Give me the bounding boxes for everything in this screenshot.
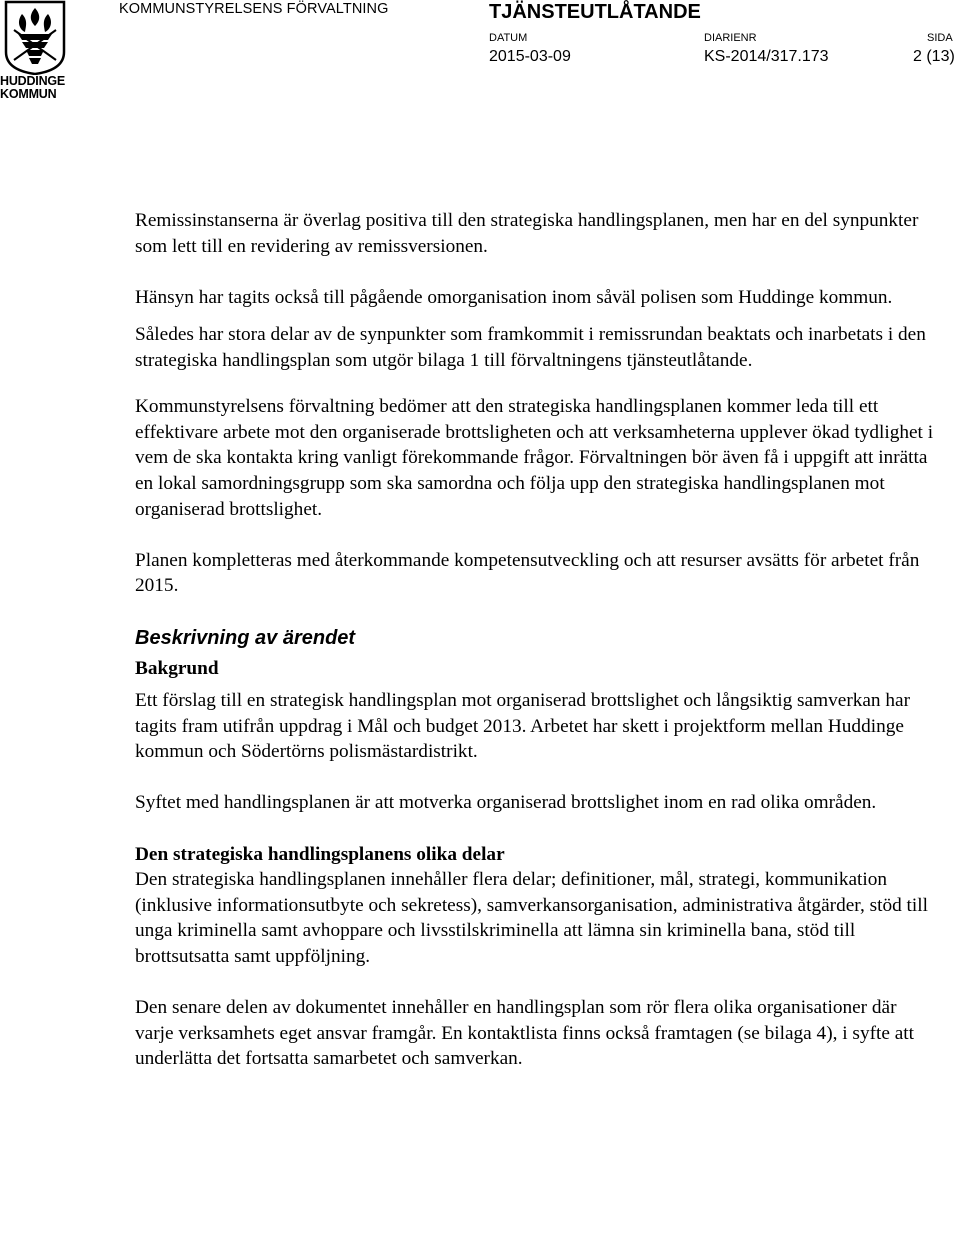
- logo-text-line2: KOMMUN: [0, 87, 57, 101]
- page-label: SIDA: [927, 32, 953, 44]
- organization-name: KOMMUNSTYRELSENS FÖRVALTNING: [119, 1, 389, 17]
- paragraph: Ett förslag till en strategisk handlingsplan mot organiserad brottslighet och långsiktig samverkan har tagits fram utifrån uppdrag i Mål och budget 2013. Arbetet har skett i projektform mellan Huddinge kommun och Södertörns polismästardistrikt.: [135, 690, 911, 763]
- paragraph: Planen kompletteras med återkommande kompetensutveckling och att resurser avsätts för arbetet från 2015.: [135, 549, 920, 597]
- huddinge-logo: [0, 0, 72, 110]
- section-title: Beskrivning av ärendet: [135, 626, 356, 649]
- document-body: [135, 208, 935, 1072]
- date-value: 2015-03-09: [489, 48, 571, 65]
- flame-crest-icon: [4, 0, 66, 75]
- subheading: Den strategiska handlingsplanens olika delar: [135, 843, 505, 865]
- paragraph: Syftet med handlingsplanen är att motverka organiserad brottslighet inom en rad olika områden.: [135, 792, 877, 814]
- subheading: Bakgrund: [135, 657, 219, 679]
- diary-number-label: DIARIENR: [704, 32, 757, 44]
- paragraph: Således har stora delar av de synpunkter som framkommit i remissrundan beaktats och inarbetats i den strategiska handlingsplan som utgör bilaga 1 till förvaltningens tjänsteutlåtande.: [135, 324, 926, 371]
- diary-number-value: KS-2014/317.173: [704, 48, 829, 65]
- subsection: [135, 842, 935, 970]
- paragraph: Den senare delen av dokumentet innehåller en handlingsplan som rör flera olika organisationer där varje verksamhets eget ansvar framgår. En kontaktlista finns också framtagen (se bilaga 4), i syfte att underlätta det fortsatta samarbetet och samverkan.: [135, 997, 915, 1070]
- date-label: DATUM: [489, 32, 528, 44]
- document-type: TJÄNSTEUTLÅTANDE: [489, 1, 701, 23]
- paragraph: Den strategiska handlingsplanen innehåller flera delar; definitioner, mål, strategi, kommunikation (inklusive informationsutbyte och sekretess), samverkansorganisation, administrativa åtgärder, stöd till unga kriminella samt avhoppare och livsstilskriminella att lämna sin kriminella bana, stöd till brottsutsatta samt uppföljning.: [135, 869, 928, 968]
- logo-text-line1: HUDDINGE: [0, 74, 66, 88]
- paragraph: Hänsyn har tagits också till pågående omorganisation inom såväl polisen som Huddinge kommun.: [135, 286, 893, 308]
- paragraph: Kommunstyrelsens förvaltning bedömer att den strategiska handlingsplanen kommer leda till ett effektivare arbete mot den organiserade brottsligheten och att verksamheterna upplever ökad tydlighet i vem de ska kontakta kring vanligt förekommande frågor. Förvaltningen bör även få i uppgift att inrätta en lokal samordningsgrupp som ska samordna och följa upp den strategiska handlingsplanen mot organiserad brottslighet.: [135, 396, 934, 520]
- paragraph: Remissinstanserna är överlag positiva till den strategiska handlingsplanen, men har en del synpunkter som lett till en revidering av remissversionen.: [135, 210, 919, 257]
- page-number: 2 (13): [913, 48, 955, 65]
